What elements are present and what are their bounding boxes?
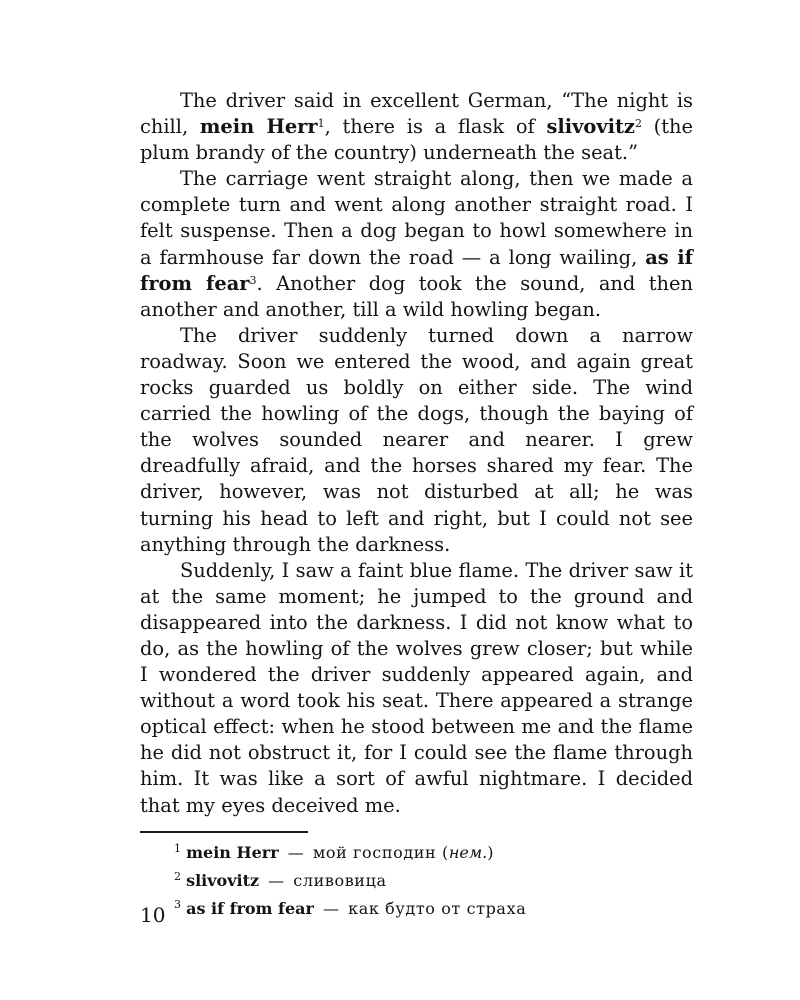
paragraph-text: . Another dog took the sound, and then another and another, till a wild howling began. [140, 271, 693, 321]
paragraph-text: The driver said in excellent German, “The night is chill, [140, 89, 693, 139]
paragraph-3: The driver suddenly turned down a narrow roadway. Soon we entered the wood, and again great rocks guarded us boldly on either side. The wind carried the howling of the dogs, though the baying of the wolves sounded nearer and nearer. I grew dreadfully afraid, and the horses shared my fear. The driver, however, was not disturbed at all; he was turning his head to left and right, but I could not see anything through the darkness. [140, 323, 693, 556]
footnote-divider [140, 831, 308, 833]
footnote-term: slivovitz [186, 870, 260, 890]
bold-term-mein-herr: mein Herr [199, 115, 318, 139]
footnote-ref-3[interactable]: 3 [249, 273, 257, 287]
footnote-term: as if from fear [186, 898, 314, 918]
footnote-close-paren: ) [487, 842, 494, 862]
footnote-dash: — [287, 842, 304, 862]
paragraph-text: , there is a flask of [324, 115, 547, 139]
footnote-dash: — [323, 898, 340, 918]
footnote-translation: мой господин ( [312, 842, 449, 862]
footnote-ref-2[interactable]: 2 [634, 117, 642, 131]
footnote-language-abbr: нем. [448, 842, 488, 862]
paragraph-1 [140, 88, 693, 166]
footnote-number: 1 [174, 841, 181, 855]
footnote-3 [174, 895, 693, 923]
footnote-2 [174, 867, 693, 895]
footnotes [140, 839, 693, 923]
footnote-term: mein Herr [186, 842, 279, 862]
bold-term-as-if-from-fear: as if from fear [140, 245, 693, 295]
paragraph-2 [140, 166, 693, 323]
paragraph-text: (the plum brandy of the country) underneath the seat.” [140, 115, 693, 165]
page-number: 10 [140, 903, 166, 927]
bold-term-slivovitz: slivovitz [546, 115, 635, 139]
footnote-translation: сливовица [293, 870, 387, 890]
footnote-number: 2 [174, 869, 181, 883]
footnote-dash: — [268, 870, 285, 890]
footnote-number: 3 [174, 897, 181, 911]
paragraph-text: The carriage went straight along, then we made a complete turn and went along another straight road. I felt suspense. Then a dog began to howl somewhere in a farmhouse far down the road — a long wailing, [140, 167, 693, 269]
paragraph-4: Suddenly, I saw a faint blue flame. The driver saw it at the same moment; he jumped to the ground and disappeared into the darkness. I did not know what to do, as the howling of the wolves grew closer; but while I wondered the driver suddenly appeared again, and without a word took his seat. There appeared a strange optical effect: when he stood between me and the flame he did not obstruct it, for I could see the flame through him. It was like a sort of awful nightmare. I decided that my eyes deceived me. [140, 558, 693, 817]
footnote-1 [174, 839, 693, 867]
page-body [140, 88, 693, 923]
footnote-ref-1[interactable]: 1 [317, 117, 325, 131]
footnote-translation: как будто от страха [348, 898, 527, 918]
